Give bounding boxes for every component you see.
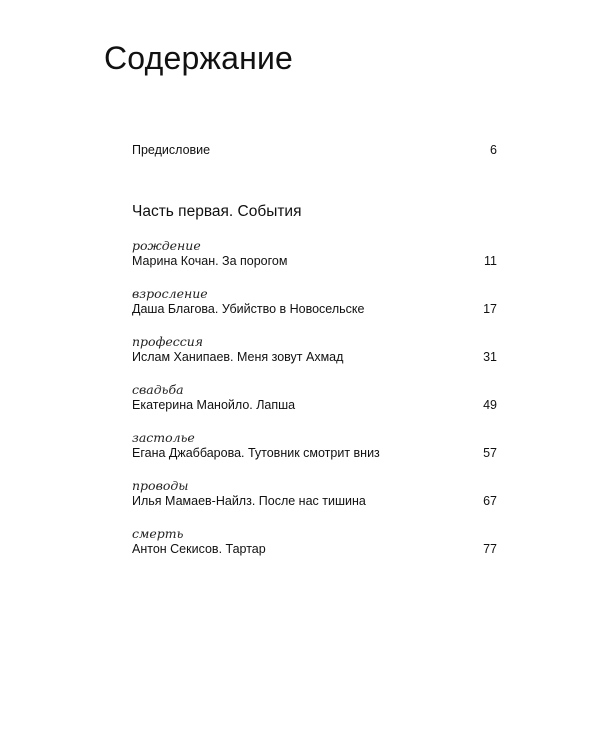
toc-entry-title: Даша Благова. Убийство в Новосельске	[132, 302, 365, 316]
toc-entry-page: 31	[483, 350, 497, 364]
section-category: профессия	[132, 334, 204, 349]
toc-entry-title: Илья Мамаев-Найлз. После нас тишина	[132, 494, 366, 508]
toc-entry-page: 11	[484, 254, 497, 268]
toc-entry[interactable]	[132, 397, 497, 413]
section-category: свадьба	[132, 382, 184, 397]
section-category: проводы	[132, 478, 189, 493]
toc-entry-page: 6	[490, 143, 497, 157]
toc-entry[interactable]	[132, 301, 497, 317]
section-category: застолье	[132, 430, 195, 445]
part-one-heading: Часть первая. События	[132, 203, 302, 220]
section-category: рождение	[132, 238, 201, 253]
toc-entry-title: Егана Джаббарова. Тутовник смотрит вниз	[132, 446, 380, 460]
toc-entry-page: 17	[483, 302, 497, 316]
toc-entry[interactable]	[132, 349, 497, 365]
toc-entry[interactable]	[132, 541, 497, 557]
page-title: Содержание	[104, 40, 294, 76]
section-category: взросление	[132, 286, 208, 301]
toc-entry[interactable]	[132, 253, 497, 269]
toc-entry-title: Ислам Ханипаев. Меня зовут Ахмад	[132, 350, 344, 364]
toc-entry-preface[interactable]	[132, 142, 497, 158]
section-category: смерть	[132, 526, 184, 541]
toc-entry-page: 67	[483, 494, 497, 508]
toc-entry-page: 57	[483, 446, 497, 460]
toc-entry-page: 49	[483, 398, 497, 412]
toc-entry[interactable]	[132, 445, 497, 461]
toc-entry-title: Антон Секисов. Тартар	[132, 542, 266, 556]
toc-entry[interactable]	[132, 493, 497, 509]
toc-entry-page: 77	[483, 542, 497, 556]
toc-entry-title: Предисловие	[132, 143, 211, 157]
toc-entry-title: Марина Кочан. За порогом	[132, 254, 288, 268]
toc-entry-title: Екатерина Манойло. Лапша	[132, 398, 296, 412]
